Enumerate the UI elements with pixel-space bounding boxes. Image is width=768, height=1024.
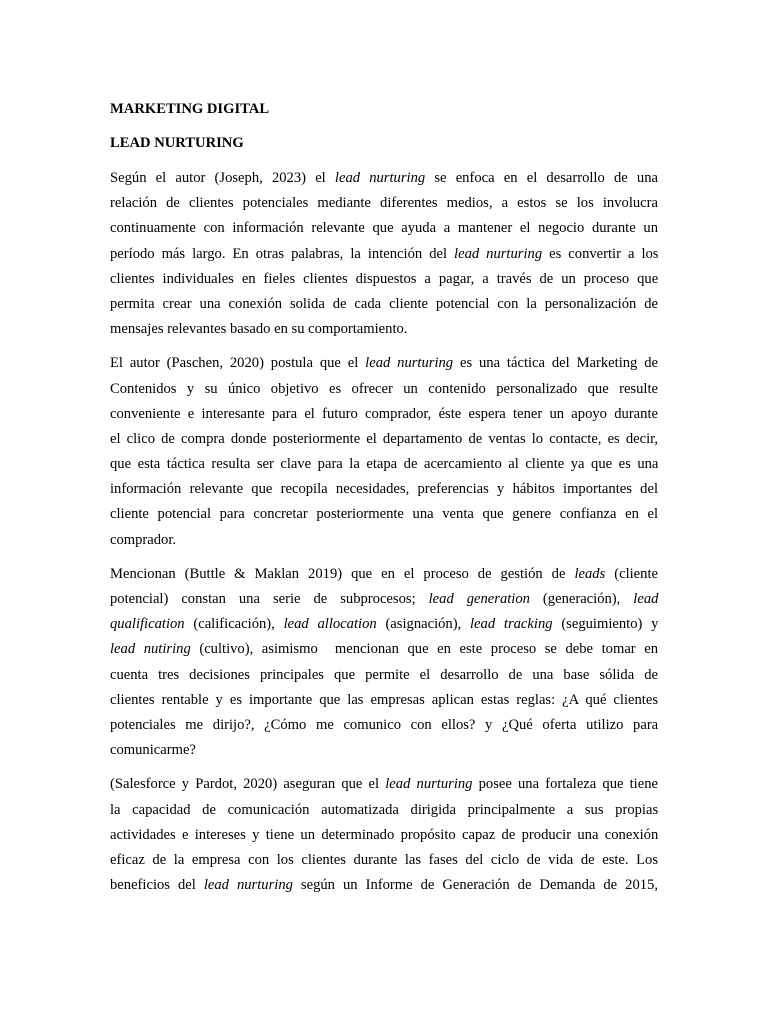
- text-run: potencial) constan una serie de subprocesos;: [110, 591, 429, 607]
- text-line: [110, 663, 658, 688]
- text-run: permita crear una conexión solida de cada cliente potencial con la personalización de: [110, 295, 658, 312]
- text-run: posee una fortaleza que tiene: [472, 776, 658, 793]
- text-run: (Salesforce y Pardot, 2020) aseguran que el: [110, 776, 386, 793]
- text-run: mensajes relevantes basado en su comportamiento.: [110, 321, 408, 338]
- text-line: [110, 166, 658, 191]
- paragraph: [110, 166, 658, 342]
- text-run: que esta táctica resulta ser clave para la etapa de acercamiento al cliente ya que es una: [110, 456, 659, 473]
- italic-term: lead allocation: [283, 616, 377, 633]
- text-line: [110, 823, 658, 848]
- text-line: [110, 317, 658, 342]
- text-line: [110, 502, 658, 527]
- text-run: potenciales me dirijo?, ¿Cómo me comunico con ellos? y ¿Qué oferta utilizo para: [110, 716, 659, 733]
- text-run: la capacidad de comunicación automatizada dirigida principalmente a sus propias: [110, 801, 659, 818]
- text-line: [110, 242, 658, 267]
- text-run: cliente potencial para concretar posteriormente una venta que genere confianza en el: [110, 506, 659, 523]
- document-page: [110, 98, 658, 907]
- text-run: (seguimiento) y: [552, 616, 659, 633]
- italic-term: qualification: [110, 616, 185, 633]
- document-title: MARKETING DIGITAL: [110, 101, 270, 117]
- italic-term: leads: [574, 565, 606, 582]
- text-run: continuamente con información relevante que ayuda a mantener el negocio durante un: [110, 220, 658, 237]
- text-run: comprador.: [110, 531, 177, 548]
- italic-term: lead nurturing: [334, 170, 426, 186]
- text-run: cuenta tres decisiones principales que permite el desarrollo de una base sólida de: [110, 666, 658, 683]
- text-run: (asignación),: [376, 616, 470, 633]
- italic-term: lead tracking: [470, 616, 553, 633]
- text-run: (cultivo), asimismo mencionan que en este proceso se debe tomar en: [190, 641, 659, 658]
- text-line: [110, 216, 658, 241]
- text-line: [110, 427, 658, 452]
- text-line: [110, 477, 658, 502]
- italic-term: lead nurturing: [365, 355, 454, 372]
- section-heading: LEAD NURTURING: [110, 135, 244, 151]
- italic-term: lead nutiring: [110, 641, 191, 658]
- text-line: [110, 873, 658, 898]
- paragraph: [110, 772, 658, 898]
- italic-term: lead nurturing: [454, 245, 543, 262]
- text-run: comunicarme?: [110, 742, 196, 759]
- text-run: Contenidos y su único objetivo es ofrecer un contenido personalizado que resulte: [110, 380, 658, 397]
- italic-term: lead generation: [428, 591, 530, 607]
- text-run: eficaz de la empresa con los clientes durante las fases del ciclo de vida de este. Los: [110, 851, 659, 868]
- text-run: Mencionan (Buttle & Maklan 2019) que en el proceso de gestión de: [110, 565, 575, 582]
- text-run: según un Informe de Generación de Demanda de 2015,: [292, 877, 658, 894]
- text-line: [110, 637, 658, 662]
- text-line: [110, 713, 658, 738]
- paragraph: [110, 562, 658, 764]
- text-line: [110, 528, 658, 553]
- text-line: [110, 772, 658, 797]
- text-line: [110, 377, 658, 402]
- text-line: [110, 848, 658, 873]
- italic-term: lead nurturing: [203, 877, 293, 894]
- text-run: beneficios del: [110, 877, 204, 894]
- text-run: conveniente e interesante para el futuro comprador, éste espera tener un apoyo durante: [110, 405, 658, 422]
- body-text: [110, 166, 658, 898]
- text-run: es convertir a los: [542, 245, 659, 262]
- italic-term: lead: [633, 591, 659, 607]
- text-line: [110, 738, 658, 763]
- text-run: (generación),: [529, 591, 634, 607]
- text-run: Según el autor (Joseph, 2023) el: [110, 170, 335, 186]
- text-line: [110, 562, 658, 587]
- text-run: (calificación),: [184, 616, 284, 633]
- text-run: clientes individuales en fieles clientes dispuestos a pagar, a través de un proceso que: [110, 270, 659, 287]
- text-run: es una táctica del Marketing de: [453, 355, 658, 372]
- text-run: período más largo. En otras palabras, la intención del: [110, 245, 455, 262]
- paragraph: [110, 351, 658, 553]
- text-run: información relevante que recopila necesidades, preferencias y hábitos importantes del: [110, 481, 658, 498]
- text-run: actividades e intereses y tiene un determinado propósito capaz de producir una conexión: [110, 826, 659, 843]
- text-line: [110, 798, 658, 823]
- text-run: relación de clientes potenciales mediante diferentes medios, a estos se los involucra: [110, 195, 658, 212]
- text-line: [110, 191, 658, 216]
- text-line: [110, 267, 658, 292]
- text-run: el clico de compra donde posteriormente el departamento de ventas lo contacte, es decir,: [110, 430, 659, 447]
- text-line: [110, 452, 658, 477]
- text-line: [110, 351, 658, 376]
- text-run: El autor (Paschen, 2020) postula que el: [110, 355, 366, 372]
- text-line: [110, 292, 658, 317]
- text-line: [110, 688, 658, 713]
- text-line: [110, 402, 658, 427]
- text-line: [110, 612, 658, 637]
- text-line: [110, 587, 658, 612]
- text-run: clientes rentable y es importante que las empresas aplican estas reglas: ¿A qué clientes: [110, 691, 658, 708]
- text-run: se enfoca en el desarrollo de una: [425, 170, 658, 186]
- text-run: (cliente: [605, 565, 658, 582]
- italic-term: lead nurturing: [385, 776, 473, 793]
